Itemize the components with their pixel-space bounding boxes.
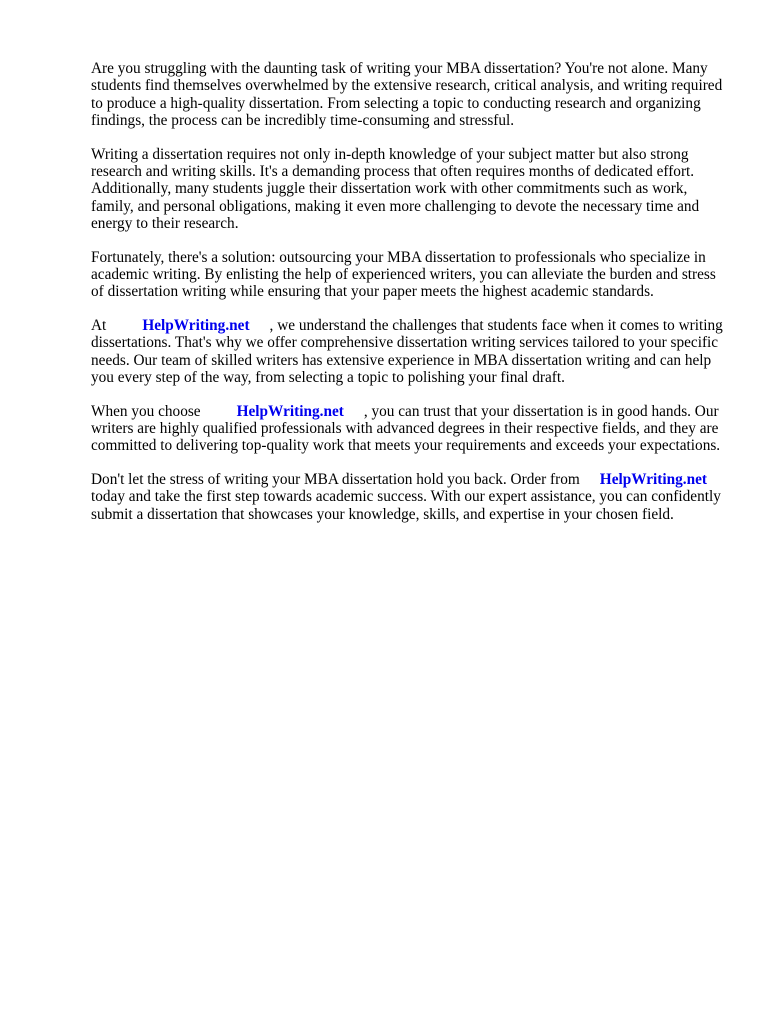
- paragraph-solution: Fortunately, there's a solution: outsourcing your MBA dissertation to professionals who specialize in academic writing. By enlisting the help of experienced writers, you can alleviate the burden and stress of dissertation writing while ensuring that your paper meets the highest academic standards.: [91, 248, 716, 301]
- paragraph-text-after-link: , you can trust that your dissertation is in good hands. Our writers are highly qualified professionals with advanced degrees in their respective fields, and they are committed to delivering top-quality work that meets your requirements and exceeds your expectations.: [91, 402, 721, 455]
- paragraph-call-to-action: [91, 471, 731, 523]
- paragraph-text-before-link: At: [91, 316, 107, 334]
- document-page: [91, 60, 731, 539]
- paragraph-text-after-link: , we understand the challenges that students face when it comes to writing dissertations. That's why we offer comprehensive dissertation writing services tailored to your specific needs. Our team of skilled writers has extensive experience in MBA dissertation writing and can help you every step of the way, from selecting a topic to polishing your final draft.: [91, 316, 723, 387]
- paragraph-intro: Are you struggling with the daunting task of writing your MBA dissertation? You're not alone. Many students find themselves overwhelmed by the extensive research, critical analysis, and writing required to produce a high-quality dissertation. From selecting a topic to conducting research and organizing findings, the process can be incredibly time-consuming and stressful.: [91, 60, 723, 130]
- helpwriting-link[interactable]: HelpWriting.net: [142, 316, 250, 334]
- paragraph-text-before-link: Don't let the stress of writing your MBA dissertation hold you back. Order from: [91, 470, 580, 488]
- paragraph-about-service: [91, 317, 731, 387]
- paragraph-challenges: Writing a dissertation requires not only in-depth knowledge of your subject matter but also strong research and writing skills. It's a demanding process that often requires months of dedicated effort. Additionally, many students juggle their dissertation work with other commitments such as work, family, and personal obligations, making it even more challenging to devote the necessary time and energy to their research.: [91, 145, 700, 233]
- paragraph-text-before-link: When you choose: [91, 402, 201, 420]
- helpwriting-link[interactable]: HelpWriting.net: [599, 470, 708, 488]
- paragraph-trust: [91, 403, 731, 455]
- helpwriting-link[interactable]: HelpWriting.net: [236, 402, 344, 420]
- paragraph-text-after-link: today and take the first step towards academic success. With our expert assistance, you can confidently submit a dissertation that showcases your knowledge, skills, and expertise in your chosen field.: [91, 488, 721, 523]
